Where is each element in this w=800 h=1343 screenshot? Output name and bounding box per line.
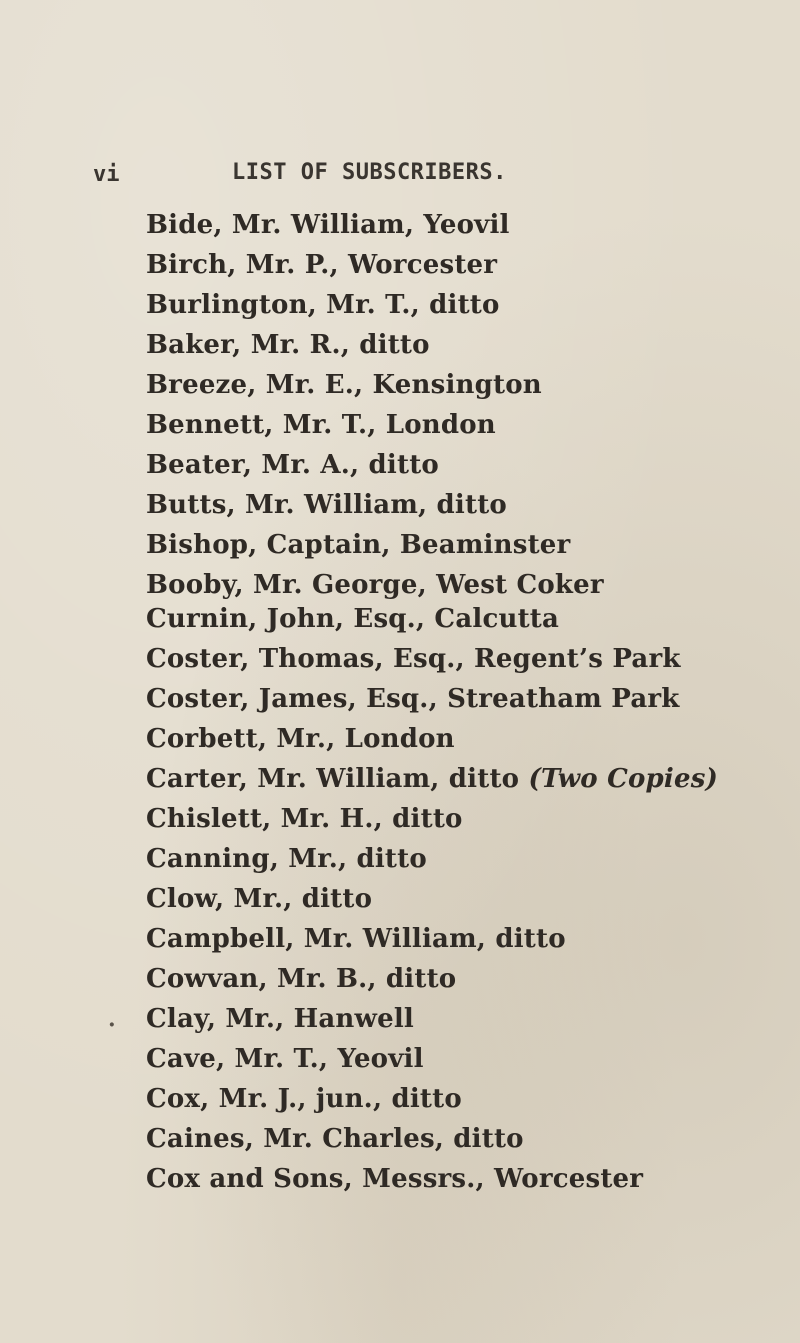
subscriber-entry: Breeze, Mr. E., Kensington bbox=[146, 370, 542, 400]
subscriber-entry: Booby, Mr. George, West Coker bbox=[146, 570, 604, 600]
subscriber-entry: Canning, Mr., ditto bbox=[146, 844, 427, 874]
subscriber-entry: Birch, Mr. P., Worcester bbox=[146, 250, 498, 280]
subscriber-entry-carter bbox=[146, 766, 718, 792]
subscriber-entry: Campbell, Mr. William, ditto bbox=[146, 924, 566, 954]
margin-mark: · bbox=[108, 1012, 116, 1038]
subscriber-entry: Beater, Mr. A., ditto bbox=[146, 450, 439, 480]
subscriber-entry: Baker, Mr. R., ditto bbox=[146, 330, 430, 360]
subscriber-entry: Clow, Mr., ditto bbox=[146, 884, 373, 914]
subscriber-entry: Curnin, John, Esq., Calcutta bbox=[146, 604, 560, 634]
subscriber-name: Carter, Mr. William, ditto bbox=[146, 764, 520, 794]
copies-note: (Two Copies) bbox=[528, 764, 719, 794]
subscriber-entry: Cave, Mr. T., Yeovil bbox=[146, 1044, 424, 1074]
subscriber-entry: Coster, Thomas, Esq., Regent’s Park bbox=[146, 644, 681, 674]
running-head: LIST OF SUBSCRIBERS. bbox=[232, 160, 507, 185]
subscriber-entry: Bishop, Captain, Beaminster bbox=[146, 530, 571, 560]
subscriber-entry: Bennett, Mr. T., London bbox=[146, 410, 496, 440]
subscriber-entry: Cox and Sons, Messrs., Worcester bbox=[146, 1164, 644, 1194]
subscriber-entry: Cowvan, Mr. B., ditto bbox=[146, 964, 457, 994]
subscriber-entry: Bide, Mr. William, Yeovil bbox=[146, 210, 510, 240]
subscriber-entry: Clay, Mr., Hanwell bbox=[146, 1004, 414, 1034]
subscriber-entry: Burlington, Mr. T., ditto bbox=[146, 290, 500, 320]
page-number: vi bbox=[93, 162, 120, 187]
subscriber-entry: Caines, Mr. Charles, ditto bbox=[146, 1124, 524, 1154]
subscriber-entry: Butts, Mr. William, ditto bbox=[146, 490, 507, 520]
subscriber-entry: Cox, Mr. J., jun., ditto bbox=[146, 1084, 462, 1114]
subscriber-entry: Corbett, Mr., London bbox=[146, 724, 455, 754]
subscriber-entry: Chislett, Mr. H., ditto bbox=[146, 804, 463, 834]
subscriber-entry: Coster, James, Esq., Streatham Park bbox=[146, 684, 680, 714]
